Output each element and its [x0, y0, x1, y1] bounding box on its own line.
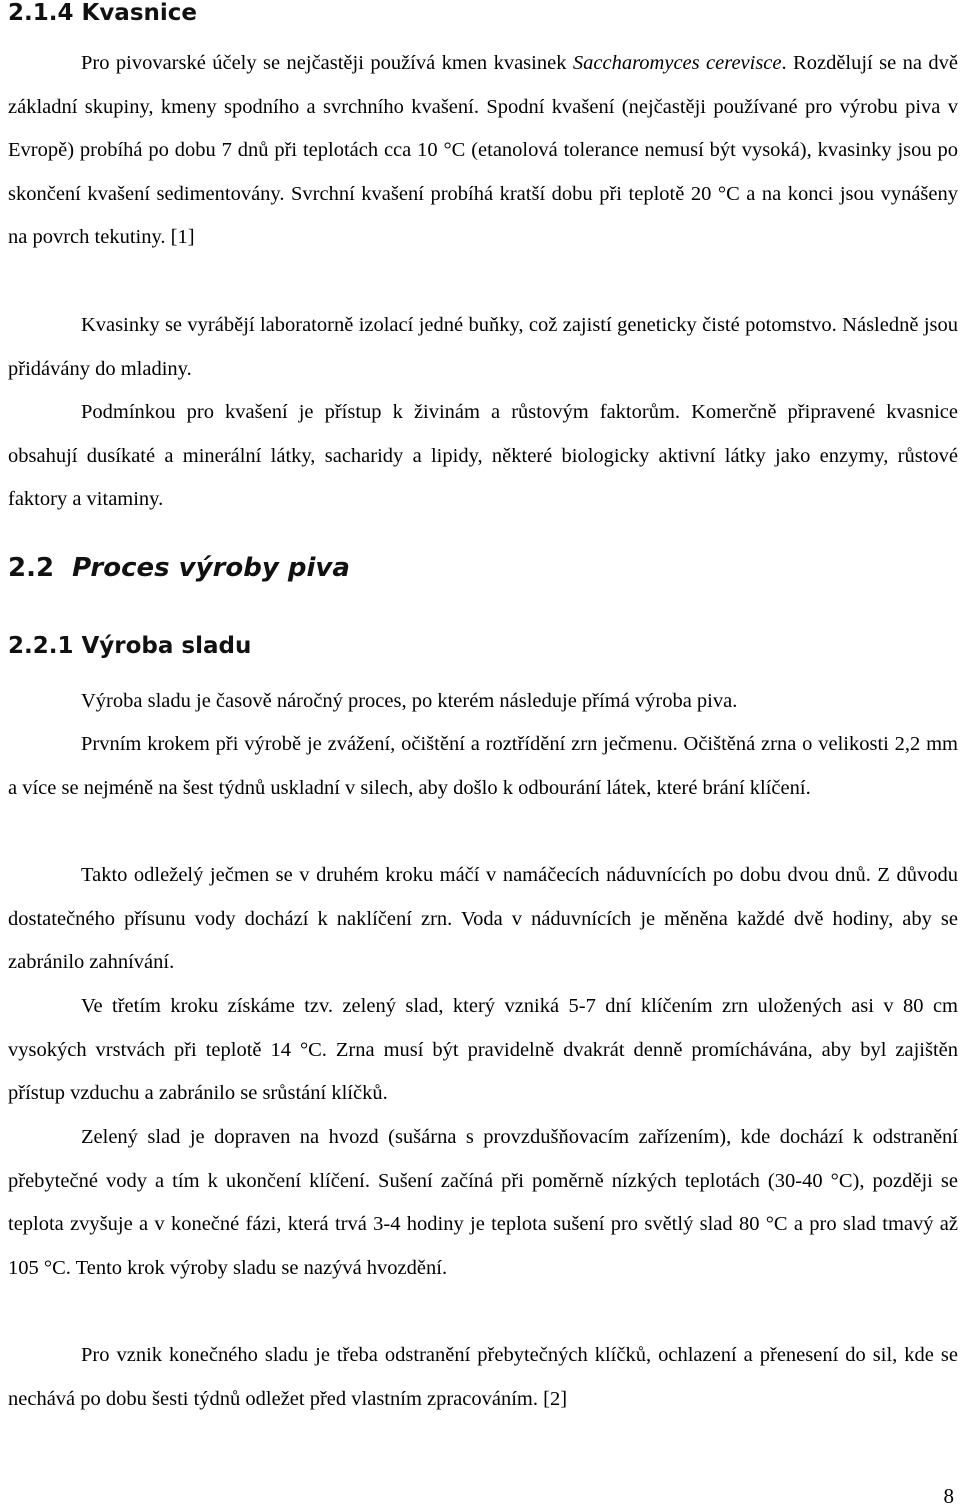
paragraph-slad-6: Pro vznik konečného sladu je třeba odstranění přebytečných klíčků, ochlazení a přenesení do sil, kde se nechává po dobu šesti týdnů odležet před vlastním zpracováním. [2]	[8, 1344, 958, 1410]
section-title: Proces výroby piva	[72, 553, 350, 583]
paragraph-kvasnice-3: Podmínkou pro kvašení je přístup k živinám a růstovým faktorům. Komerčně připravené kvasnice obsahují dusíkaté a minerální látky, sacharidy a lipidy, některé biologicky aktivní látky jako enzymy, růstové faktory a vitaminy.	[8, 401, 958, 511]
paragraph-slad-5: Zelený slad je dopraven na hvozd (sušárna s provzdušňovacím zařízením), kde dochází k odstranění přebytečné vody a tím k ukončení klíčení. Sušení začíná při poměrně nízkých teplotách (30-40 °C), později se teplota zvyšuje a v konečné fázi, která trvá 3-4 hodiny je teplota sušení pro světlý slad 80 °C a pro slad tmavý až 105 °C. Tento krok výroby sladu se nazývá hvozdění.	[8, 1126, 958, 1279]
paragraph-slad-2: Prvním krokem při výrobě je zvážení, očištění a roztřídění zrn ječmenu. Očištěná zrna o velikosti 2,2 mm a více se nejméně na šest týdnů uskladní v silech, aby došlo k odbourání látek, které brání klíčení.	[8, 733, 958, 799]
species-name: Saccharomyces cerevisce	[572, 52, 782, 74]
section-number: 2.2	[8, 553, 55, 583]
paragraph-slad-3: Takto odleželý ječmen se v druhém kroku máčí v namáčecích náduvnících po dobu dvou dnů. Z důvodu dostatečného přísunu vody dochází k naklíčení zrn. Voda v náduvnících je měněna každé dvě hodiny, aby se zabránilo zahnívání.	[8, 864, 958, 974]
paragraph-kvasnice-2: Kvasinky se vyrábějí laboratorně izolací jedné buňky, což zajistí geneticky čisté potomstvo. Následně jsou přidávány do mladiny.	[8, 314, 958, 380]
paragraph-text: Pro pivovarské účely se nejčastěji používá kmen kvasinek	[81, 52, 573, 74]
paragraph-slad-1: Výroba sladu je časově náročný proces, po kterém následuje přímá výroba piva.	[81, 690, 738, 712]
paragraph-slad-4: Ve třetím kroku získáme tzv. zelený slad, který vzniká 5-7 dní klíčením zrn uložených asi v 80 cm vysokých vrstvách při teplotě 14 °C. Zrna musí být pravidelně dvakrát denně promíchávána, aby byl zajištěn přístup vzduchu a zabránilo se srůstání klíčků.	[8, 995, 958, 1105]
section-heading-slad: 2.2.1 Výroba sladu	[8, 633, 252, 659]
paragraph-kvasnice-1	[8, 42, 958, 260]
section-heading-kvasnice: 2.1.4 Kvasnice	[8, 0, 198, 26]
page-number: 8	[943, 1484, 954, 1508]
section-heading-proces	[8, 553, 350, 583]
paragraph-text: . Rozdělují se na dvě základní skupiny, kmeny spodního a svrchního kvašení. Spodní kvašení (nejčastěji používané pro výrobu piva v Evropě) probíhá po dobu 7 dnů při teplotách cca 10 °C (etanolová tolerance nemusí být vysoká), kvasinky jsou po skončení kvašení sedimentovány. Svrchní kvašení probíhá kratší dobu při teplotě 20 °C a na konci jsou vynášeny na povrch tekutiny. [1]	[8, 52, 958, 249]
